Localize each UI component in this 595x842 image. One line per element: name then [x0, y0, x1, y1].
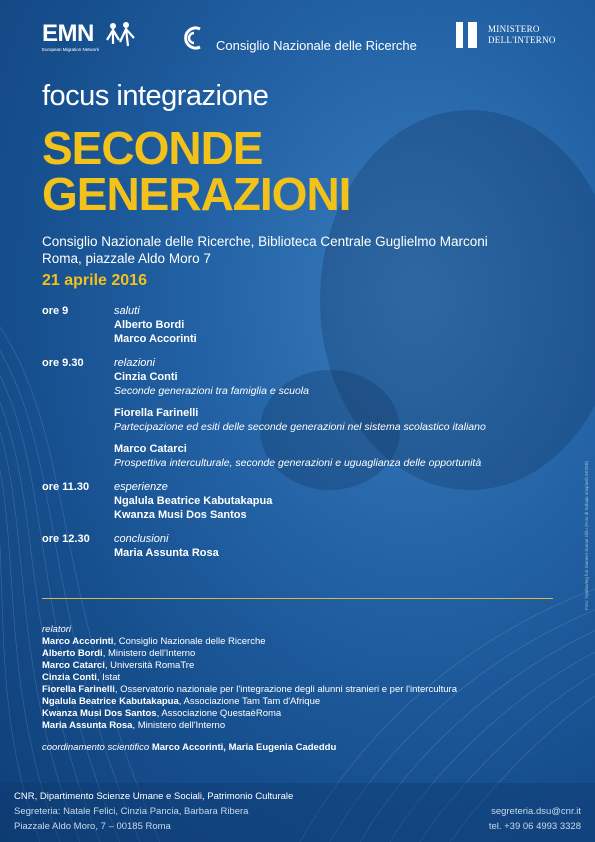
- speaker-name: Marco Catarci: [42, 660, 105, 671]
- slot-label: saluti: [114, 305, 140, 317]
- venue-line-1: Consiglio Nazionale delle Ricerche, Biblioteca Centrale Guglielmo Marconi: [42, 234, 488, 249]
- slot-body: [114, 356, 562, 470]
- slot-time: ore 9.30: [42, 357, 84, 369]
- speaker-name: Cinzia Conti: [114, 371, 178, 383]
- speaker-affiliation: , Ministero dell'Interno: [102, 648, 196, 659]
- speakers-heading: relatori: [42, 624, 72, 635]
- program-slot: [42, 356, 562, 470]
- slot-body: [114, 480, 562, 522]
- photo-credit: Foto: Nyahaving fun Sameer Kumar Dillu (Foto di Sahaja unsplash 5K25B): [584, 460, 589, 610]
- speaker-name: Maria Assunta Rosa: [42, 720, 133, 731]
- speaker-name: Alberto Bordi: [114, 319, 185, 331]
- slot-body: [114, 532, 562, 560]
- footer-email[interactable]: segreteria.dsu@cnr.it: [491, 806, 581, 817]
- slot-body: [114, 304, 562, 346]
- speaker-name: Cinzia Conti: [42, 672, 97, 683]
- footer-address: Piazzale Aldo Moro, 7 – 00185 Roma: [14, 821, 171, 832]
- talk-title: Partecipazione ed esiti delle seconde generazioni nel sistema scolastico italiano: [114, 421, 486, 433]
- speaker-name: Alberto Bordi: [42, 648, 103, 659]
- title-line-1: SECONDE: [42, 122, 263, 174]
- speaker-name: Kwanza Musi Dos Santos: [114, 509, 247, 521]
- speaker-name: Marco Accorinti: [114, 333, 197, 345]
- slot-time: ore 12.30: [42, 533, 90, 545]
- program-slot: [42, 480, 562, 522]
- speaker-affiliation: , Ministero dell'Interno: [132, 720, 226, 731]
- program-slot: [42, 532, 562, 560]
- slot-time: ore 11.30: [42, 481, 90, 493]
- event-kicker: focus integrazione: [42, 80, 269, 112]
- venue-line-2: Roma, piazzale Aldo Moro 7: [42, 251, 211, 266]
- speaker-row: [42, 672, 562, 684]
- emn-figures-icon: [104, 20, 138, 48]
- speaker-affiliation: , Associazione Tam Tam d'Afrique: [178, 696, 321, 707]
- speaker-affiliation: , Istat: [96, 672, 121, 683]
- talk-title: Seconde generazioni tra famiglia e scuola: [114, 385, 309, 397]
- title-line-2: GENERAZIONI: [42, 168, 351, 220]
- emn-subtitle: European Migration Network: [42, 47, 100, 52]
- ministry-name: [488, 24, 556, 46]
- footer-department: CNR, Dipartimento Scienze Umane e Sociali, Patrimonio Culturale: [14, 791, 294, 802]
- footer: [0, 783, 595, 842]
- speaker-row: [42, 684, 562, 696]
- program: [42, 304, 562, 560]
- speaker-name: Maria Assunta Rosa: [114, 547, 219, 559]
- footer-organizer: [14, 789, 293, 834]
- slot-time: ore 9: [42, 305, 69, 317]
- venue: [42, 233, 488, 267]
- slot-label: relazioni: [114, 357, 155, 369]
- emn-wordmark: EMN: [42, 20, 94, 47]
- speaker-row: [42, 720, 562, 732]
- speaker-affiliation: , Osservatorio nazionale per l'integrazione degli alunni stranieri e per l'intercultura: [114, 684, 457, 695]
- speaker-row: [42, 696, 562, 708]
- ministry-mark-icon: [454, 20, 480, 50]
- ministry-logo: [454, 20, 556, 50]
- footer-contacts: [489, 804, 581, 834]
- logo-bar: [0, 0, 595, 70]
- coordination: [42, 742, 562, 754]
- event-date: 21 aprile 2016: [42, 272, 147, 289]
- coordination-names: Marco Accorinti, Maria Eugenia Cadeddu: [151, 742, 337, 753]
- cnr-logo: [180, 22, 417, 53]
- speaker-name: Marco Catarci: [114, 443, 187, 455]
- speaker-name: Marco Accorinti: [42, 636, 114, 647]
- slot-label: conclusioni: [114, 533, 169, 545]
- slot-label: esperienze: [114, 481, 168, 493]
- coordination-label: coordinamento scientifico: [42, 742, 150, 753]
- cnr-name: Consiglio Nazionale delle Ricerche: [216, 38, 417, 53]
- speaker-name: Fiorella Farinelli: [114, 407, 199, 419]
- speaker-row: [42, 636, 562, 648]
- speaker-name: Fiorella Farinelli: [42, 684, 115, 695]
- speaker-name: Kwanza Musi Dos Santos: [42, 708, 157, 719]
- speaker-row: [42, 660, 562, 672]
- talk-title: Prospettiva interculturale, seconde generazioni e uguaglianza delle opportunità: [114, 457, 482, 469]
- emn-logo: [42, 22, 99, 53]
- footer-secretariat: Segreteria: Natale Felici, Cinzia Pancia, Barbara Ribera: [14, 806, 249, 817]
- cnr-mark-icon: [180, 25, 208, 51]
- speaker-affiliation: , Consiglio Nazionale delle Ricerche: [113, 636, 266, 647]
- speaker-name: Ngalula Beatrice Kabutakapua: [114, 495, 273, 507]
- speaker-row: [42, 648, 562, 660]
- speaker-affiliation: , Università RomaTre: [104, 660, 195, 671]
- speakers-list: [42, 624, 562, 754]
- footer-phone: tel. +39 06 4993 3328: [488, 821, 581, 832]
- divider: [42, 598, 553, 599]
- speaker-affiliation: , Associazione QuestaèRoma: [156, 708, 282, 719]
- ministry-line1: MINISTERO: [488, 24, 540, 34]
- event-title: [42, 122, 351, 220]
- speaker-name: Ngalula Beatrice Kabutakapua: [42, 696, 179, 707]
- speaker-row: [42, 708, 562, 720]
- program-slot: [42, 304, 562, 346]
- ministry-line2: DELL'INTERNO: [488, 35, 556, 45]
